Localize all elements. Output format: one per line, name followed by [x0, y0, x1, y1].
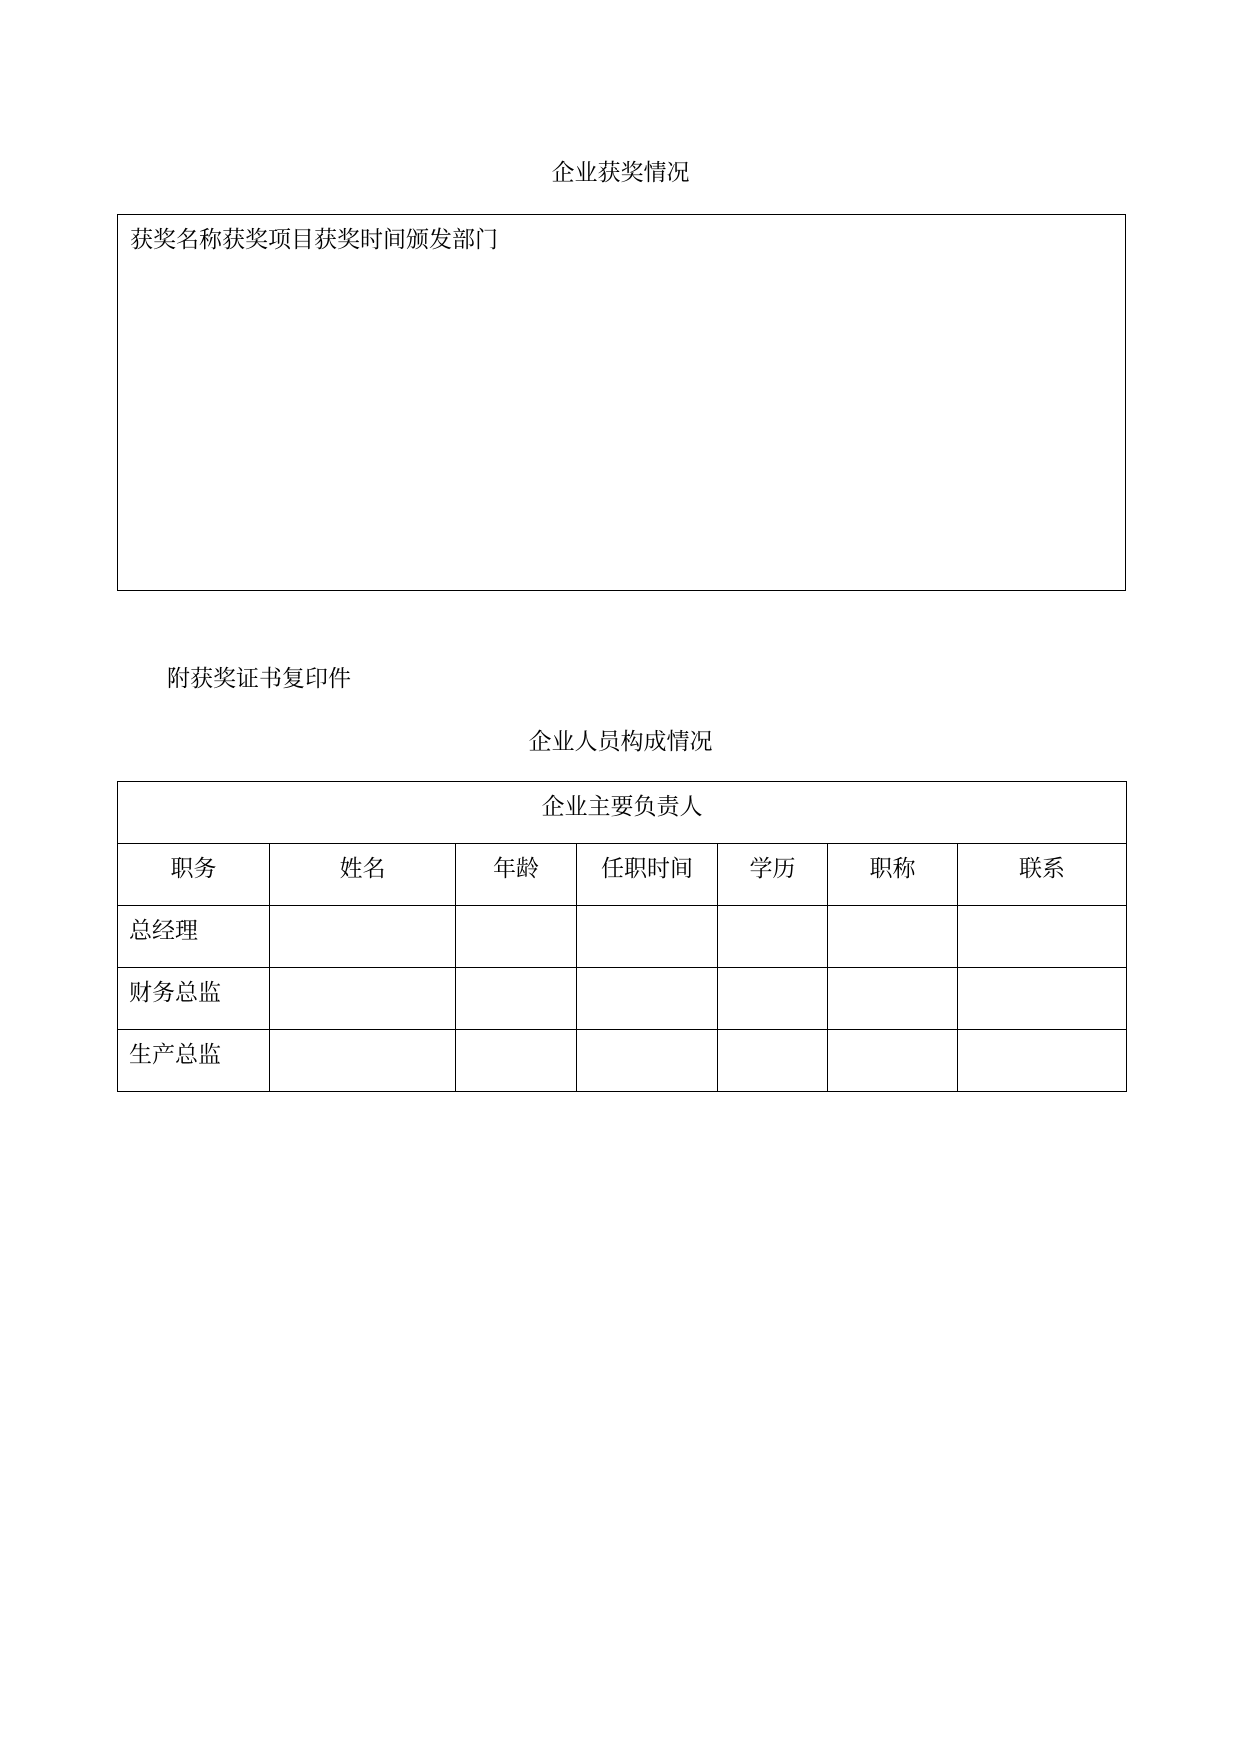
awards-table-header: 获奖名称获奖项目获奖时间颁发部门	[130, 227, 498, 253]
staff-table	[117, 781, 1127, 1092]
table-cell[interactable]	[718, 1030, 828, 1092]
table-cell[interactable]	[577, 1030, 718, 1092]
staff-section-title: 企业人员构成情况	[528, 729, 713, 755]
column-header-contact: 联系	[958, 844, 1127, 906]
table-cell[interactable]	[270, 1030, 456, 1092]
table-cell[interactable]	[577, 968, 718, 1030]
table-cell[interactable]	[456, 1030, 577, 1092]
table-cell[interactable]	[270, 906, 456, 968]
awards-section-title: 企业获奖情况	[551, 160, 690, 186]
column-header-age: 年龄	[456, 844, 577, 906]
role-cell: 总经理	[118, 906, 270, 968]
table-cell[interactable]	[958, 906, 1127, 968]
table-cell[interactable]	[958, 968, 1127, 1030]
table-cell[interactable]	[270, 968, 456, 1030]
staff-header-row	[118, 844, 1127, 906]
awards-table	[117, 214, 1126, 591]
table-cell[interactable]	[828, 968, 958, 1030]
table-cell[interactable]	[718, 968, 828, 1030]
table-cell[interactable]	[456, 968, 577, 1030]
table-row	[118, 906, 1127, 968]
column-header-position: 职务	[118, 844, 270, 906]
attachment-note: 附获奖证书复印件	[167, 666, 351, 692]
role-cell: 财务总监	[118, 968, 270, 1030]
column-header-tenure: 任职时间	[577, 844, 718, 906]
table-row	[118, 1030, 1127, 1092]
column-header-title: 职称	[828, 844, 958, 906]
staff-table-caption: 企业主要负责人	[118, 782, 1127, 844]
table-cell[interactable]	[828, 906, 958, 968]
column-header-education: 学历	[718, 844, 828, 906]
table-cell[interactable]	[828, 1030, 958, 1092]
table-cell[interactable]	[958, 1030, 1127, 1092]
column-header-name: 姓名	[270, 844, 456, 906]
table-cell[interactable]	[718, 906, 828, 968]
table-row	[118, 968, 1127, 1030]
table-cell[interactable]	[456, 906, 577, 968]
role-cell: 生产总监	[118, 1030, 270, 1092]
table-cell[interactable]	[577, 906, 718, 968]
staff-caption-row	[118, 782, 1127, 844]
